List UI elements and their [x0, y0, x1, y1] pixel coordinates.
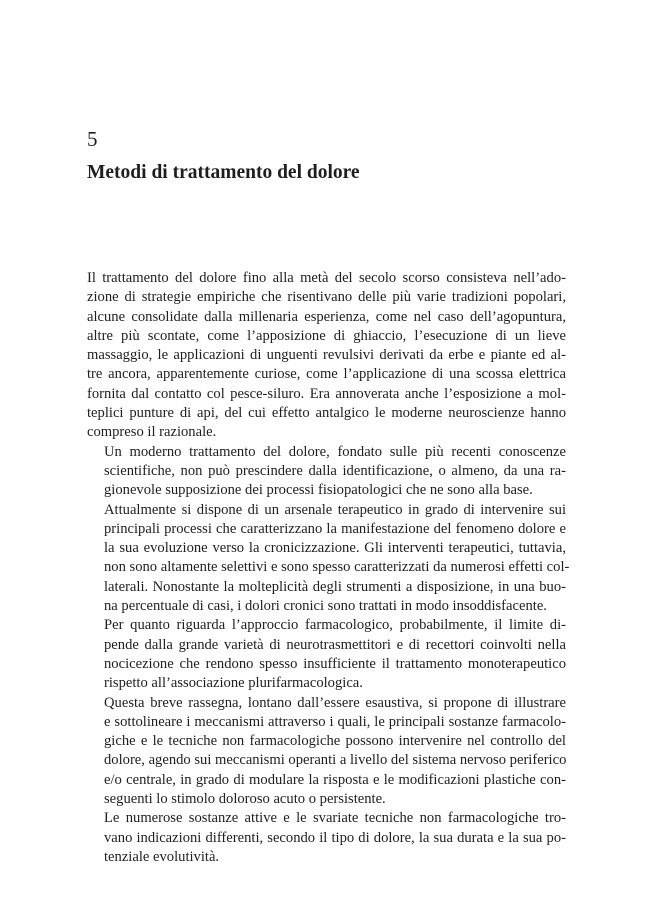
text-line: Questa breve rassegna, lontano dall’essere esaustiva, si propone di illustrare [104, 694, 566, 711]
paragraph [87, 501, 570, 617]
text-line: e/o centrale, in grado di modulare la risposta e le modificazioni plastiche con- [104, 771, 566, 788]
text-line: compreso il razionale. [87, 424, 217, 441]
text-line: zione di strategie empiriche che risentivano delle più varie tradizioni popolari, [87, 289, 566, 306]
paragraph [87, 809, 566, 867]
text-line: nocicezione che rendono spesso insufficiente il trattamento monoterapeutico [104, 655, 566, 672]
text-line: alcune consolidate dalla millenaria esperienza, come nel caso dell’agopuntura, [87, 308, 566, 325]
paragraph [87, 269, 566, 443]
text-line: Un moderno trattamento del dolore, fondato sulle più recenti conoscenze [104, 443, 566, 460]
text-line: gionevole supposizione dei processi fisiopatologici che ne sono alla base. [104, 482, 533, 499]
text-line: giche e le tecniche non farmacologiche possono intervenire nel controllo del [104, 733, 566, 750]
text-line: pende dalla grande varietà di neurotrasmettitori e di recettori coinvolti nella [104, 636, 566, 653]
text-line: Per quanto riguarda l’approccio farmacologico, probabilmente, il limite di- [104, 617, 566, 634]
text-line: la sua evoluzione verso la cronicizzazione. Gli interventi terapeutici, tuttavia, [104, 540, 566, 557]
text-line: vano indicazioni differenti, secondo il tipo di dolore, la sua durata e la sua po- [104, 829, 566, 846]
text-line: rispetto all’associazione plurifarmacologica. [104, 675, 363, 692]
chapter-body [87, 269, 570, 867]
text-line: teplici punture di api, del cui effetto antalgico le moderne neuroscienze hanno [87, 405, 566, 422]
chapter-title: Metodi di trattamento del dolore [87, 162, 360, 183]
text-line: Le numerose sostanze attive e le svariate tecniche non farmacologiche tro- [104, 810, 566, 827]
paragraph [87, 443, 566, 501]
text-line: Il trattamento del dolore fino alla metà del secolo scorso consisteva nell’ado- [87, 270, 566, 286]
text-line: dolore, agendo sui meccanismi operanti a livello del sistema nervoso periferico [104, 752, 567, 769]
text-line: non sono altamente selettivi e sono spesso caratterizzati da numerosi effetti col- [104, 559, 570, 576]
text-line: tenziale evolutività. [104, 848, 220, 865]
text-line: fornita dal contatto col pesce-siluro. Era annoverata anche l’esposizione a mol- [87, 385, 566, 402]
text-line: principali processi che caratterizzano la manifestazione del fenomeno dolore e [104, 520, 566, 537]
text-line: scientifiche, non può prescindere dalla identificazione, o almeno, da una ra- [104, 462, 566, 479]
text-line: laterali. Nonostante la molteplicità degli strumenti a disposizione, in una buo- [104, 578, 566, 595]
paragraph [87, 694, 566, 810]
paragraph [87, 616, 566, 693]
text-line: seguenti lo stimolo doloroso acuto o persistente. [104, 791, 386, 808]
chapter-number: 5 [87, 127, 98, 151]
text-line: e sottolineare i meccanismi attraverso i quali, le principali sostanze farmacolo- [104, 713, 566, 730]
text-line: altre più scontate, come l’apposizione di ghiaccio, l’esecuzione di un lieve [87, 327, 566, 344]
text-line: massaggio, le applicazioni di unguenti revulsivi derivati da erbe e piante ed al- [87, 347, 566, 364]
text-line: tre ancora, apparentemente curiose, come l’applicazione di una scossa elettrica [87, 366, 566, 383]
text-line: Attualmente si dispone di un arsenale terapeutico in grado di intervenire sui [104, 501, 566, 518]
text-line: na percentuale di casi, i dolori cronici sono trattati in modo insoddisfacente. [104, 598, 547, 615]
